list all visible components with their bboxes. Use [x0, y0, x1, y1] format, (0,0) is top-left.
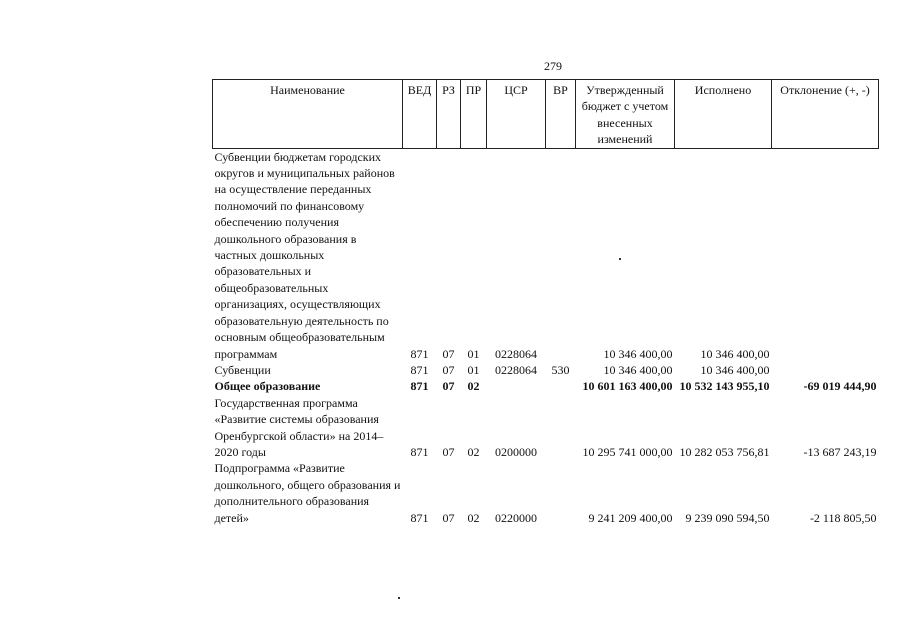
- row-rz: 07: [442, 510, 455, 525]
- table-row: [213, 148, 879, 362]
- row-name: Общее образование: [214, 379, 321, 394]
- row-executed: 9 239 090 594,50: [685, 510, 770, 525]
- row-vr: [546, 395, 576, 461]
- row-executed: 10 282 053 756,81: [679, 444, 770, 459]
- row-ved: 871: [410, 379, 429, 394]
- row-deviation: -69 019 444,90: [803, 379, 877, 394]
- table-body: [213, 148, 879, 526]
- row-executed: 10 346 400,00: [700, 362, 770, 377]
- row-ved: 871: [410, 346, 429, 361]
- row-csr: 0220000: [495, 510, 537, 525]
- row-csr: 0200000: [495, 444, 537, 459]
- row-name: Субвенции бюджетам городских округов и муниципальных районов на осуществление переданных полномочий по финансовому обеспечению получения дошкольного образования в частных дошкольных образовательных и общеобразовательных организациях, осуществляющих образовательную деятельность по основным общеобразовательным программам: [214, 149, 395, 361]
- table-row: [213, 460, 879, 526]
- row-csr: [487, 378, 546, 394]
- row-rz: 07: [442, 346, 455, 361]
- row-rz: 07: [442, 379, 455, 394]
- row-ved: 871: [410, 444, 429, 459]
- row-approved: 10 295 741 000,00: [582, 444, 673, 459]
- header-executed: Исполнено: [675, 80, 772, 149]
- row-vr: [546, 460, 576, 526]
- row-pr: 02: [467, 444, 480, 459]
- row-name: Государственная программа «Развитие системы образования Оренбургской области» на 2014–2020 годы: [214, 395, 384, 459]
- header-rz: РЗ: [437, 80, 461, 149]
- budget-table: [212, 79, 879, 526]
- row-pr: 01: [467, 362, 480, 377]
- row-ved: 871: [410, 510, 429, 525]
- row-deviation: [772, 362, 879, 378]
- row-ved: 871: [410, 362, 429, 377]
- row-approved: 10 346 400,00: [603, 362, 673, 377]
- row-vr: [546, 378, 576, 394]
- row-pr: 02: [467, 510, 480, 525]
- row-pr: 01: [467, 346, 480, 361]
- row-name: Подпрограмма «Развитие дошкольного, общего образования и дополнительного образования детей»: [214, 461, 401, 525]
- row-deviation: -2 118 805,50: [809, 510, 877, 525]
- row-csr: 0228064: [495, 346, 537, 361]
- row-csr: 0228064: [495, 362, 537, 377]
- table-row: [213, 395, 879, 461]
- table-header: [213, 80, 879, 149]
- row-executed: 10 532 143 955,10: [679, 379, 770, 394]
- row-approved: 10 601 163 400,00: [582, 379, 673, 394]
- row-deviation: [772, 148, 879, 362]
- header-name: Наименование: [213, 80, 403, 149]
- page-number: 279: [544, 59, 562, 73]
- table-row: [213, 378, 879, 394]
- row-vr: 530: [551, 362, 570, 377]
- header-approved: Утвержденный бюджет с учетом внесенных изменений: [576, 80, 675, 149]
- row-rz: 07: [442, 362, 455, 377]
- table-row: [213, 362, 879, 378]
- header-deviation: Отклонение (+, -): [772, 80, 879, 149]
- header-ved: ВЕД: [403, 80, 437, 149]
- scan-speck: [619, 258, 621, 260]
- row-name: Субвенции: [214, 362, 271, 377]
- row-vr: [546, 148, 576, 362]
- row-executed: 10 346 400,00: [700, 346, 770, 361]
- row-approved: 9 241 209 400,00: [588, 510, 673, 525]
- header-csr: ЦСР: [487, 80, 546, 149]
- scan-speck: [398, 597, 400, 599]
- row-pr: 02: [467, 379, 480, 394]
- header-vr: ВР: [546, 80, 576, 149]
- row-deviation: -13 687 243,19: [803, 444, 877, 459]
- row-approved: 10 346 400,00: [603, 346, 673, 361]
- row-rz: 07: [442, 444, 455, 459]
- header-pr: ПР: [461, 80, 487, 149]
